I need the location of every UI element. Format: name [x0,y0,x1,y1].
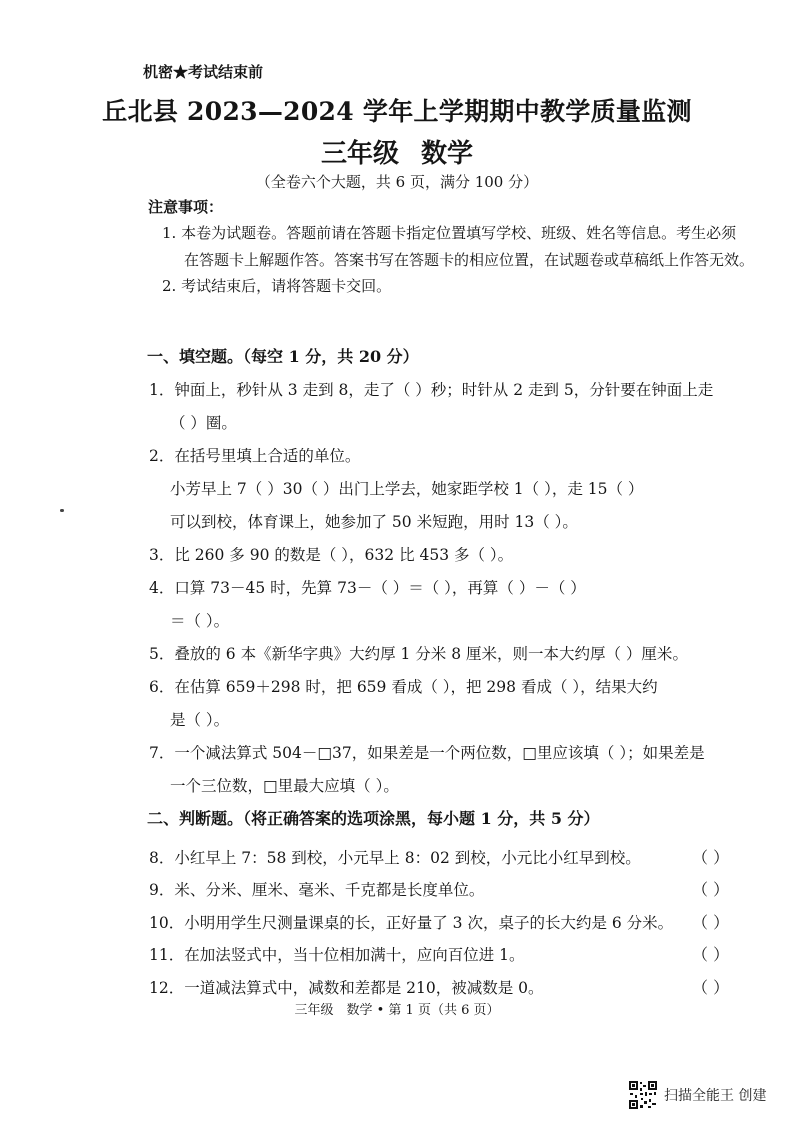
answer-paren-10: （ ） [692,913,730,932]
answer-paren-12: （ ） [692,978,730,997]
question-6: 6．在估算 659＋298 时，把 659 看成（ ），把 298 看成（ ），结果大约 [149,678,658,696]
notice-item-2: 2. 考试结束后，请将答题卡交回。 [162,277,392,295]
exam-info: （全卷六个大题，共 6 页，满分 100 分） [255,173,539,191]
section-true-false-title: 二、判断题。（将正确答案的选项涂黑，每小题 1 分，共 5 分） [147,809,600,828]
question-9: 9．米、分米、厘米、毫米、千克都是长度单位。 [149,881,485,899]
question-7-cont: 一个三位数，□里最大应填（ ）。 [170,777,399,795]
grade-label: 三年级 [320,139,399,169]
notice-item-1-cont: 在答题卡上解题作答。答案书写在答题卡的相应位置，在试题卷或草稿纸上作答无效。 [184,251,755,269]
question-11: 11．在加法竖式中，当十位相加满十，应向百位进 1。 [149,946,525,964]
answer-paren-9: （ ） [692,880,730,899]
question-12: 12．一道减法算式中，减数和差都是 210，被减数是 0。 [149,979,544,997]
question-3: 3．比 260 多 90 的数是（ ），632 比 453 多（ ）。 [149,546,514,564]
question-2: 2．在括号里填上合适的单位。 [149,447,361,465]
confidential-label: 机密★考试结束前 [143,63,264,81]
question-1: 1．钟面上，秒针从 3 走到 8，走了（ ）秒；时针从 2 走到 5，分针要在钟面上走 [149,381,714,399]
notice-title: 注意事项： [148,198,224,216]
question-10: 10．小明用学生尺测量课桌的长，正好量了 3 次，桌子的长大约是 6 分米。 [149,914,674,932]
scanner-watermark: 扫描全能王 创建 [664,1088,767,1104]
question-2-line-2: 小芳早上 7（ ）30（ ）出门上学去，她家距学校 1（ ），走 15（ ） [170,480,644,498]
question-5: 5．叠放的 6 本《新华字典》大约厚 1 分米 8 厘米，则一本大约厚（ ）厘米。 [149,645,688,663]
page-footer: 三年级 数学 • 第 1 页（共 6 页） [294,1003,500,1018]
question-7: 7．一个减法算式 504－□37，如果差是一个两位数，□里应该填（ ）；如果差是 [149,744,705,762]
scan-speck [60,509,64,512]
qr-code-icon [628,1080,658,1110]
exam-subtitle [0,133,794,170]
question-4: 4．口算 73－45 时，先算 73－（ ）＝（ ），再算（ ）－（ ） [149,579,586,597]
question-2-line-3: 可以到校，体育课上，她参加了 50 米短跑，用时 13（ ）。 [170,513,578,531]
subject-label: 数学 [421,139,474,169]
answer-paren-11: （ ） [692,945,730,964]
section-fill-blank-title: 一、填空题。（每空 1 分，共 20 分） [147,347,419,366]
question-6-cont: 是（ ）。 [170,711,230,729]
question-1-cont: （ ）圈。 [170,414,237,432]
question-8: 8．小红早上 7：58 到校，小元早上 8：02 到校，小元比小红早到校。 [149,849,641,867]
exam-title: 丘北县 2023—2024 学年上学期期中教学质量监测 [102,97,692,126]
answer-paren-8: （ ） [692,848,730,867]
question-4-cont: ＝（ ）。 [170,612,230,630]
notice-item-1: 1. 本卷为试题卷。答题前请在答题卡指定位置填写学校、班级、姓名等信息。考生必须 [162,224,737,242]
